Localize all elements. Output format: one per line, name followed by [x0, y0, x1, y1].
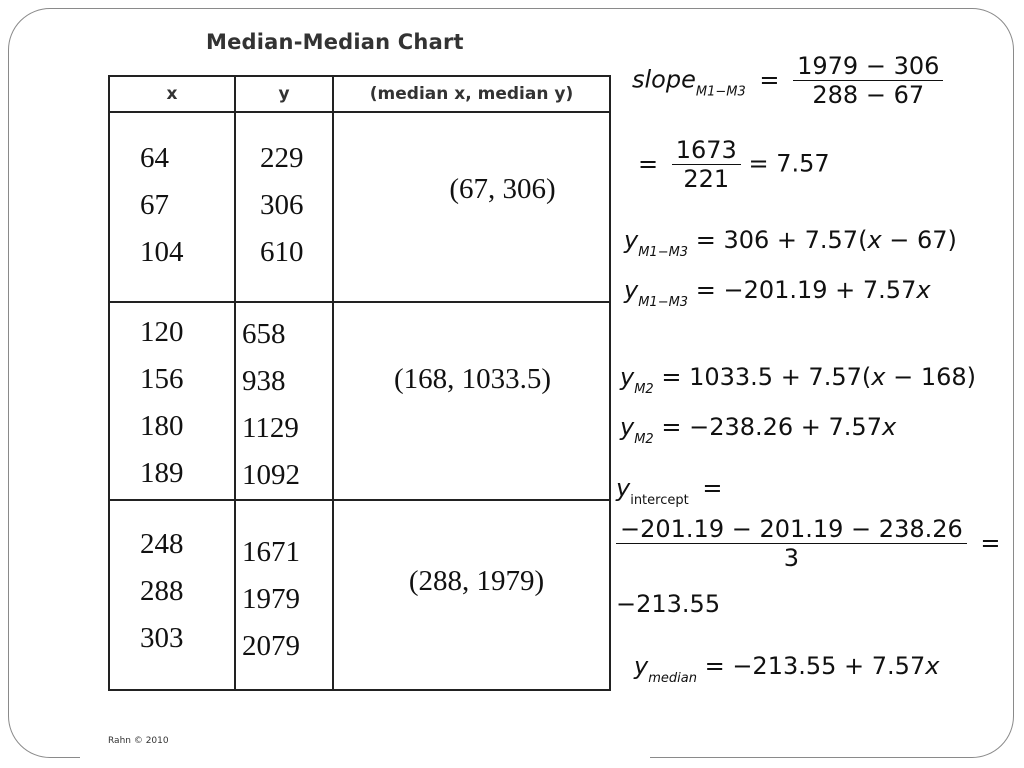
median-point: (288, 1979): [408, 565, 545, 597]
group3-x-cell: [109, 500, 235, 690]
x-variable: x: [925, 652, 940, 680]
fraction-denominator: 288 − 67: [812, 81, 925, 109]
intercept-result: −213.55: [616, 590, 721, 618]
group1-x-cell: [109, 112, 235, 302]
y-variable: y: [634, 652, 649, 680]
group3-median-cell: [333, 500, 610, 690]
table-row: [109, 112, 610, 302]
table-value: 1979: [242, 583, 300, 615]
group3-y-cell: [235, 500, 333, 690]
equals-sign: =: [980, 528, 1001, 557]
m13-subscript: M1−M3: [638, 245, 689, 260]
table-value: 658: [242, 318, 286, 350]
frame-gap: [80, 752, 650, 762]
table-value: 180: [140, 410, 184, 442]
group1-median-cell: [333, 112, 610, 302]
table-value: 306: [260, 189, 304, 221]
table-value: 67: [140, 189, 169, 221]
group2-y-cell: [235, 302, 333, 500]
group1-y-cell: [235, 112, 333, 302]
table-value: 288: [140, 575, 184, 607]
table-value: 1092: [242, 459, 300, 491]
header-median: (median x, median y): [333, 76, 610, 112]
y-variable: y: [620, 363, 635, 391]
x-variable: x: [916, 276, 931, 304]
copyright-text: Rahn © 2010: [108, 736, 169, 746]
table-value: 938: [242, 365, 286, 397]
median-point: (67, 306): [449, 173, 556, 205]
table-value: 2079: [242, 630, 300, 662]
slope-equation: [632, 52, 943, 109]
table-row: [109, 302, 610, 500]
fraction-numerator: −201.19 − 201.19 − 238.26: [616, 515, 967, 544]
x-variable: x: [871, 363, 886, 391]
table-value: 610: [260, 236, 304, 268]
y-variable: y: [616, 474, 631, 502]
fraction-denominator: 3: [783, 544, 800, 572]
m2-slope-intercept: [620, 413, 896, 447]
line4-rhs: = −238.26 + 7.57: [661, 413, 882, 441]
table-value: 189: [140, 457, 184, 489]
intercept-fraction: [616, 515, 967, 572]
table-value: 1129: [242, 412, 299, 444]
group2-x-cell: [109, 302, 235, 500]
line1-rhs: = 306 + 7.57(: [695, 226, 868, 254]
table-value: 1671: [242, 536, 300, 568]
table-value: 156: [140, 363, 184, 395]
fraction-numerator: 1673: [672, 136, 741, 165]
m2-subscript: M2: [634, 432, 654, 447]
x-variable: x: [881, 413, 897, 441]
slope-simplified: [632, 136, 830, 193]
median-rhs: = −213.55 + 7.57: [704, 652, 926, 680]
equals-sign: =: [759, 65, 780, 94]
table-value: 248: [140, 528, 184, 560]
slope-label: slope: [632, 65, 696, 94]
slope-fraction: [793, 52, 943, 109]
line2-rhs: = −201.19 + 7.57: [695, 276, 917, 304]
m2-point-slope: [620, 363, 976, 397]
x-variable: x: [867, 226, 882, 254]
m2-subscript: M2: [634, 382, 654, 397]
intercept-label-line: [616, 474, 728, 508]
line1-tail: − 67): [889, 226, 957, 254]
table-value: 303: [140, 622, 184, 654]
table-value: 104: [140, 236, 184, 268]
group2-median-cell: [333, 302, 610, 500]
intercept-fraction-line: [616, 515, 1007, 572]
m13-subscript: M1−M3: [638, 295, 689, 310]
slope-fraction-2: [672, 136, 741, 193]
table-value: 120: [140, 316, 184, 348]
line3-rhs: = 1033.5 + 7.57(: [661, 363, 872, 391]
slope-subscript: M1−M3: [695, 84, 746, 100]
equals-sign: =: [702, 474, 723, 502]
table-header-row: [109, 76, 610, 112]
table-value: 64: [140, 142, 169, 174]
intercept-subscript: intercept: [630, 493, 689, 508]
slope-result: = 7.57: [748, 149, 830, 178]
m13-point-slope: [624, 226, 957, 260]
m13-slope-intercept: [624, 276, 931, 310]
y-variable: y: [620, 413, 635, 441]
header-x: x: [109, 76, 235, 112]
y-variable: y: [624, 226, 639, 254]
median-median-table: [108, 75, 611, 691]
chart-title: Median-Median Chart: [206, 30, 464, 54]
equals-sign: =: [638, 149, 659, 178]
table-row: [109, 500, 610, 690]
line3-tail: − 168): [893, 363, 976, 391]
median-point: (168, 1033.5): [393, 363, 552, 395]
median-subscript: median: [648, 671, 697, 686]
y-variable: y: [624, 276, 639, 304]
fraction-denominator: 221: [683, 165, 730, 193]
fraction-numerator: 1979 − 306: [793, 52, 943, 81]
header-y: y: [235, 76, 333, 112]
table-value: 229: [260, 142, 304, 174]
median-line-equation: [634, 652, 939, 686]
